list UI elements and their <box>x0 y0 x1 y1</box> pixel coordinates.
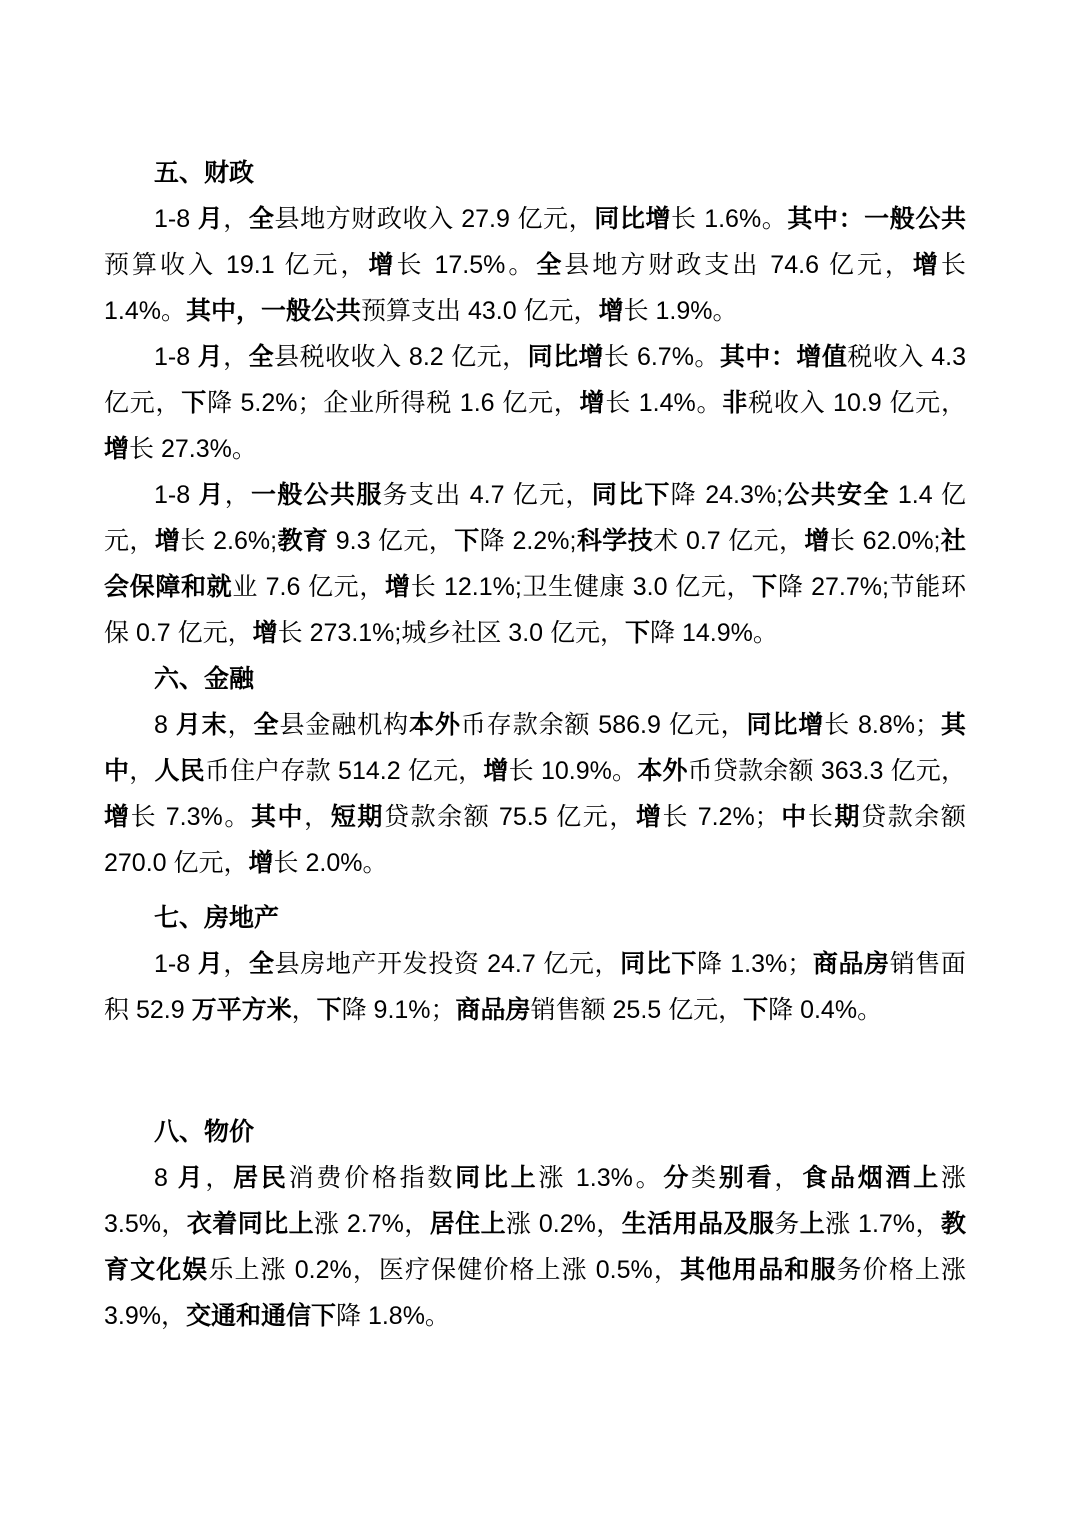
bold-text-run: 增 <box>252 619 278 647</box>
bold-text-run: 社会保障和就 <box>104 527 966 601</box>
text-run: 贷款余额 270.0 亿元， <box>104 803 966 877</box>
bold-text-run: 短期 <box>330 803 384 831</box>
text-run: 务支出 4.7 亿元， <box>382 481 592 509</box>
text-run: 术 0.7 亿元， <box>653 527 805 555</box>
text-run: 县房地产开发投资 24.7 亿元， <box>274 950 621 978</box>
text-run: 长 1.4%。 <box>605 389 723 417</box>
text-run: ， <box>774 1164 803 1192</box>
bold-text-run: 教育文化娱 <box>104 1210 966 1284</box>
text-run: 预算支出 43.0 亿元， <box>361 297 599 325</box>
paragraph <box>104 702 966 886</box>
bold-text-run: 增 <box>368 251 397 279</box>
text-run: ， <box>224 481 252 509</box>
text-run: 长 62.0%; <box>829 527 941 555</box>
text-run: 涨 1.3%。 <box>538 1164 664 1192</box>
text-run: 涨 3.5%， <box>104 1164 966 1238</box>
text-run: 降 2.2%; <box>479 527 577 555</box>
text-run: ， <box>223 950 249 978</box>
bold-text-run: 科学技 <box>576 527 654 555</box>
bold-text-run: 交通和通信下 <box>185 1302 336 1330</box>
text-run: ， <box>223 205 249 233</box>
text-run: ， <box>304 803 331 831</box>
text-run: 长 1.6%。 <box>671 205 788 233</box>
text-run: 长 1.9%。 <box>623 297 738 325</box>
text-run: ， <box>291 996 317 1024</box>
bold-text-run: 同比下 <box>591 481 671 509</box>
text-run: 业 7.6 亿元， <box>232 573 386 601</box>
bold-text-run: 下 <box>454 527 480 555</box>
text-run: 销售面积 52.9 <box>104 950 966 1024</box>
bold-text-run: 其中 <box>104 711 966 785</box>
text-run: 长 7.2%； <box>662 803 780 831</box>
bold-text-run: 其中，一般公共 <box>185 297 361 325</box>
text-run: 币贷款余额 363.3 亿元， <box>687 757 966 785</box>
bold-text-run: 增 <box>598 297 624 325</box>
bold-text-run: 中 <box>779 803 808 831</box>
text-run: 币存款余额 586.9 亿元， <box>460 711 747 739</box>
text-run: 涨 1.7%， <box>825 1210 941 1238</box>
text-run: 长 27.3%。 <box>129 435 257 463</box>
text-run: 务价格上涨 3.9%， <box>104 1256 966 1330</box>
bold-text-run: 增 <box>154 527 181 555</box>
text-run: 长 <box>807 803 835 831</box>
text-run: 预算收入 19.1 亿元， <box>104 251 369 279</box>
bold-text-run: 增 <box>483 757 509 785</box>
bold-text-run: 月末 <box>175 711 228 739</box>
section-heading: 七、房地产 <box>154 904 280 932</box>
text-run: 长 8.8%； <box>824 711 940 739</box>
text-run: 税收入 4.3 亿元， <box>104 343 966 417</box>
text-run: 长 12.1%;卫生健康 3.0 亿元， <box>410 573 753 601</box>
bold-text-run: 公共安全 <box>783 481 890 509</box>
bold-text-run: 月 <box>198 481 225 509</box>
bold-text-run: 非 <box>722 389 749 417</box>
bold-text-run: 增 <box>804 527 830 555</box>
bold-text-run: 商品房 <box>455 996 531 1024</box>
section <box>104 656 966 886</box>
bold-text-run: 全 <box>253 711 280 739</box>
paragraph <box>104 334 966 472</box>
text-run: 降 5.2%；企业所得税 1.6 亿元， <box>207 389 580 417</box>
bold-text-run: 居民 <box>233 1164 289 1192</box>
text-run: 降 14.9%。 <box>650 619 778 647</box>
bold-text-run: 增 <box>385 573 411 601</box>
text-run: 1-8 <box>154 343 198 371</box>
bold-text-run: 下 <box>743 996 769 1024</box>
bold-text-run: 下 <box>181 389 208 417</box>
bold-text-run: 本外 <box>637 757 688 785</box>
text-run: 8 <box>154 1164 178 1192</box>
text-run: ， <box>223 343 249 371</box>
bold-text-run: 同比增 <box>594 205 672 233</box>
bold-text-run: 其中：一般公共 <box>787 205 966 233</box>
text-run: 务 <box>774 1210 800 1238</box>
bold-text-run: 月 <box>197 205 224 233</box>
bold-text-run: 增 <box>579 389 606 417</box>
bold-text-run: 全 <box>536 251 565 279</box>
bold-text-run: 增 <box>104 435 130 463</box>
bold-text-run: 分 <box>663 1164 692 1192</box>
bold-text-run: 同比下 <box>620 950 698 978</box>
paragraph <box>104 1155 966 1339</box>
bold-text-run: 本外 <box>409 711 461 739</box>
bold-text-run: 衣着同比上 <box>186 1210 315 1238</box>
paragraph <box>104 941 966 1033</box>
text-run: 长 2.0%。 <box>273 849 388 877</box>
text-run: 8 <box>154 711 176 739</box>
bold-text-run: 全 <box>248 343 275 371</box>
text-run: 1.4 亿元， <box>104 481 966 555</box>
section-heading: 六、金融 <box>154 665 255 693</box>
bold-text-run: 月 <box>177 1164 206 1192</box>
bold-text-run: 上 <box>799 1210 826 1238</box>
text-run: ， <box>205 1164 234 1192</box>
bold-text-run: 全 <box>248 205 275 233</box>
section-heading: 八、物价 <box>154 1118 255 1146</box>
bold-text-run: 月 <box>197 343 224 371</box>
bold-text-run: 其中 <box>250 803 305 831</box>
bold-text-run: 商品房 <box>812 950 890 978</box>
paragraph <box>104 196 966 334</box>
section <box>104 1109 966 1339</box>
text-run: 长 273.1%;城乡社区 3.0 亿元， <box>277 619 625 647</box>
bold-text-run: 居住上 <box>429 1210 507 1238</box>
text-run: 降 0.4%。 <box>768 996 883 1024</box>
text-run: 消费价格指数 <box>288 1164 456 1192</box>
text-run: ， <box>129 757 155 785</box>
text-run: 1-8 <box>154 481 199 509</box>
bold-text-run: 其他用品和服 <box>679 1256 837 1284</box>
bold-text-run: 其中：增值 <box>719 343 848 371</box>
bold-text-run: 一般公共服 <box>251 481 383 509</box>
text-run: 涨 0.2%， <box>506 1210 622 1238</box>
bold-text-run: 下 <box>316 996 342 1024</box>
bold-text-run: 人民 <box>154 757 205 785</box>
section <box>104 150 966 656</box>
text-run: 税收入 10.9 亿元， <box>748 389 966 417</box>
bold-text-run: 增 <box>912 251 941 279</box>
bold-text-run: 教育 <box>277 527 329 555</box>
text-run: 长 1.4%。 <box>104 251 966 325</box>
section <box>104 895 966 1033</box>
bold-text-run: 月 <box>197 950 224 978</box>
bold-text-run: 生活用品及服 <box>621 1210 775 1238</box>
bold-text-run: 增 <box>248 849 274 877</box>
text-run: 县地方财政收入 27.9 亿元， <box>274 205 595 233</box>
text-run: 县金融机构 <box>279 711 410 739</box>
text-run: 降 24.3%; <box>670 481 784 509</box>
bold-text-run: 别看 <box>718 1164 775 1192</box>
text-run: 类 <box>691 1164 719 1192</box>
bold-text-run: 同比增 <box>527 343 605 371</box>
text-run: 9.3 亿元， <box>328 527 455 555</box>
text-run: 长 2.6%; <box>180 527 278 555</box>
text-run: 县地方财政支出 74.6 亿元， <box>564 251 913 279</box>
text-run: 贷款余额 75.5 亿元， <box>383 803 636 831</box>
bold-text-run: 全 <box>248 950 275 978</box>
text-run: 1-8 <box>154 950 198 978</box>
bold-text-run: 增 <box>104 803 131 831</box>
bold-text-run: 万平方米 <box>191 996 292 1024</box>
section-heading: 五、财政 <box>154 159 255 187</box>
bold-text-run: 同比增 <box>746 711 825 739</box>
text-run: 币住户存款 514.2 亿元， <box>204 757 484 785</box>
bold-text-run: 增 <box>635 803 663 831</box>
text-run: 降 1.3%； <box>697 950 813 978</box>
paragraph <box>104 472 966 656</box>
text-run: 降 27.7%;节能环保 0.7 亿元， <box>104 573 966 647</box>
text-run: 降 9.1%； <box>341 996 456 1024</box>
text-run: 长 17.5%。 <box>396 251 537 279</box>
text-run: ， <box>227 711 254 739</box>
text-run: 乐上涨 0.2%，医疗保健价格上涨 0.5%， <box>208 1256 680 1284</box>
text-run: 县税收收入 8.2 亿元， <box>274 343 528 371</box>
text-run: 涨 2.7%， <box>314 1210 430 1238</box>
bold-text-run: 食品烟酒上 <box>802 1164 941 1192</box>
text-run: 长 10.9%。 <box>508 757 638 785</box>
text-run: 1-8 <box>154 205 198 233</box>
bold-text-run: 下 <box>752 573 778 601</box>
text-run: 降 1.8%。 <box>336 1302 450 1330</box>
text-run: 销售额 25.5 亿元， <box>530 996 744 1024</box>
text-run: 长 6.7%。 <box>604 343 720 371</box>
bold-text-run: 期 <box>834 803 862 831</box>
bold-text-run: 下 <box>625 619 651 647</box>
bold-text-run: 同比上 <box>455 1164 539 1192</box>
text-run: 长 7.3%。 <box>130 803 251 831</box>
